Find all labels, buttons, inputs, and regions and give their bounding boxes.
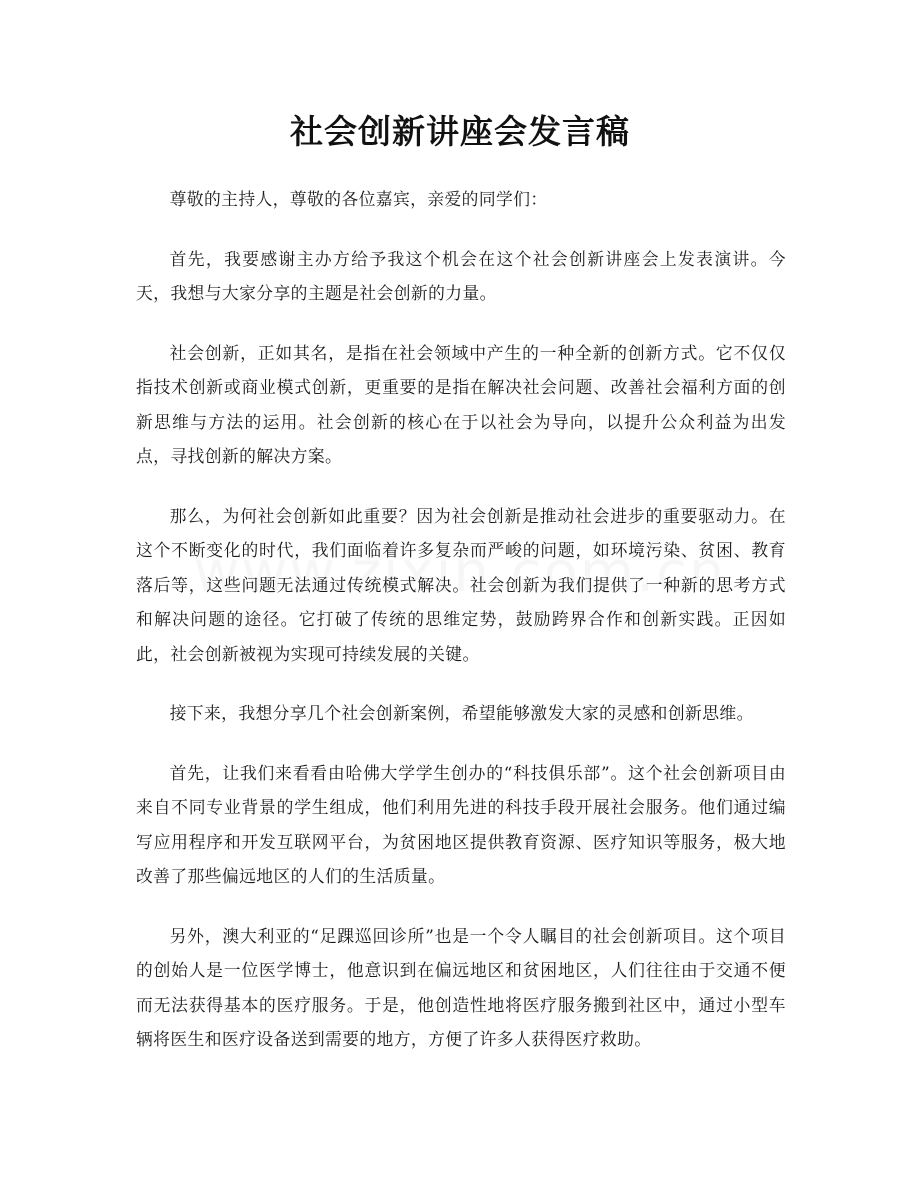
paragraph-greeting: 尊敬的主持人，尊敬的各位嘉宾，亲爱的同学们： [169, 189, 548, 209]
paragraph-definition: 社会创新，正如其名，是指在社会领域中产生的一种全新的创新方式。它不仅仅指技术创新或商业模式创新，更重要的是指在解决社会问题、改善社会福利方面的创新思维与方法的运用。社会创新的核心在于以社会为导向，以提升公众利益为出发点，寻找创新的解决方案。 [136, 342, 786, 466]
paragraph-case-harvard: 首先，让我们来看看由哈佛大学学生创办的“科技俱乐部”。这个社会创新项目由来自不同专业背景的学生组成，他们利用先进的科技手段开展社会服务。他们通过编写应用程序和开发互联网平台，为贫困地区提供教育资源、医疗知识等服务，极大地改善了那些偏远地区的人们的生活质量。 [136, 762, 786, 886]
document-title: 社会创新讲座会发言稿 [290, 112, 630, 151]
paragraph-case-australia: 另外，澳大利亚的“足踝巡回诊所”也是一个令人瞩目的社会创新项目。这个项目的创始人是一位医学博士，他意识到在偏远地区和贫困地区，人们往往由于交通不便而无法获得基本的医疗服务。于是，他创造性地将医疗服务搬到社区中，通过小型车辆将医生和医疗设备送到需要的地方，方便了许多人获得医疗救助。 [136, 925, 786, 1049]
document-body [136, 182, 786, 1082]
paragraph-importance: 那么，为何社会创新如此重要？因为社会创新是推动社会进步的重要驱动力。在这个不断变化的时代，我们面临着许多复杂而严峻的问题，如环境污染、贫困、教育落后等，这些问题无法通过传统模式解决。社会创新为我们提供了一种新的思考方式和解决问题的途径。它打破了传统的思维定势，鼓励跨界合作和创新实践。正因如此，社会创新被视为实现可持续发展的关键。 [136, 505, 786, 664]
paragraph-transition: 接下来，我想分享几个社会创新案例，希望能够激发大家的灵感和创新思维。 [169, 703, 754, 723]
paragraph-introduction: 首先，我要感谢主办方给予我这个机会在这个社会创新讲座会上发表演讲。今天，我想与大家分享的主题是社会创新的力量。 [136, 248, 786, 303]
